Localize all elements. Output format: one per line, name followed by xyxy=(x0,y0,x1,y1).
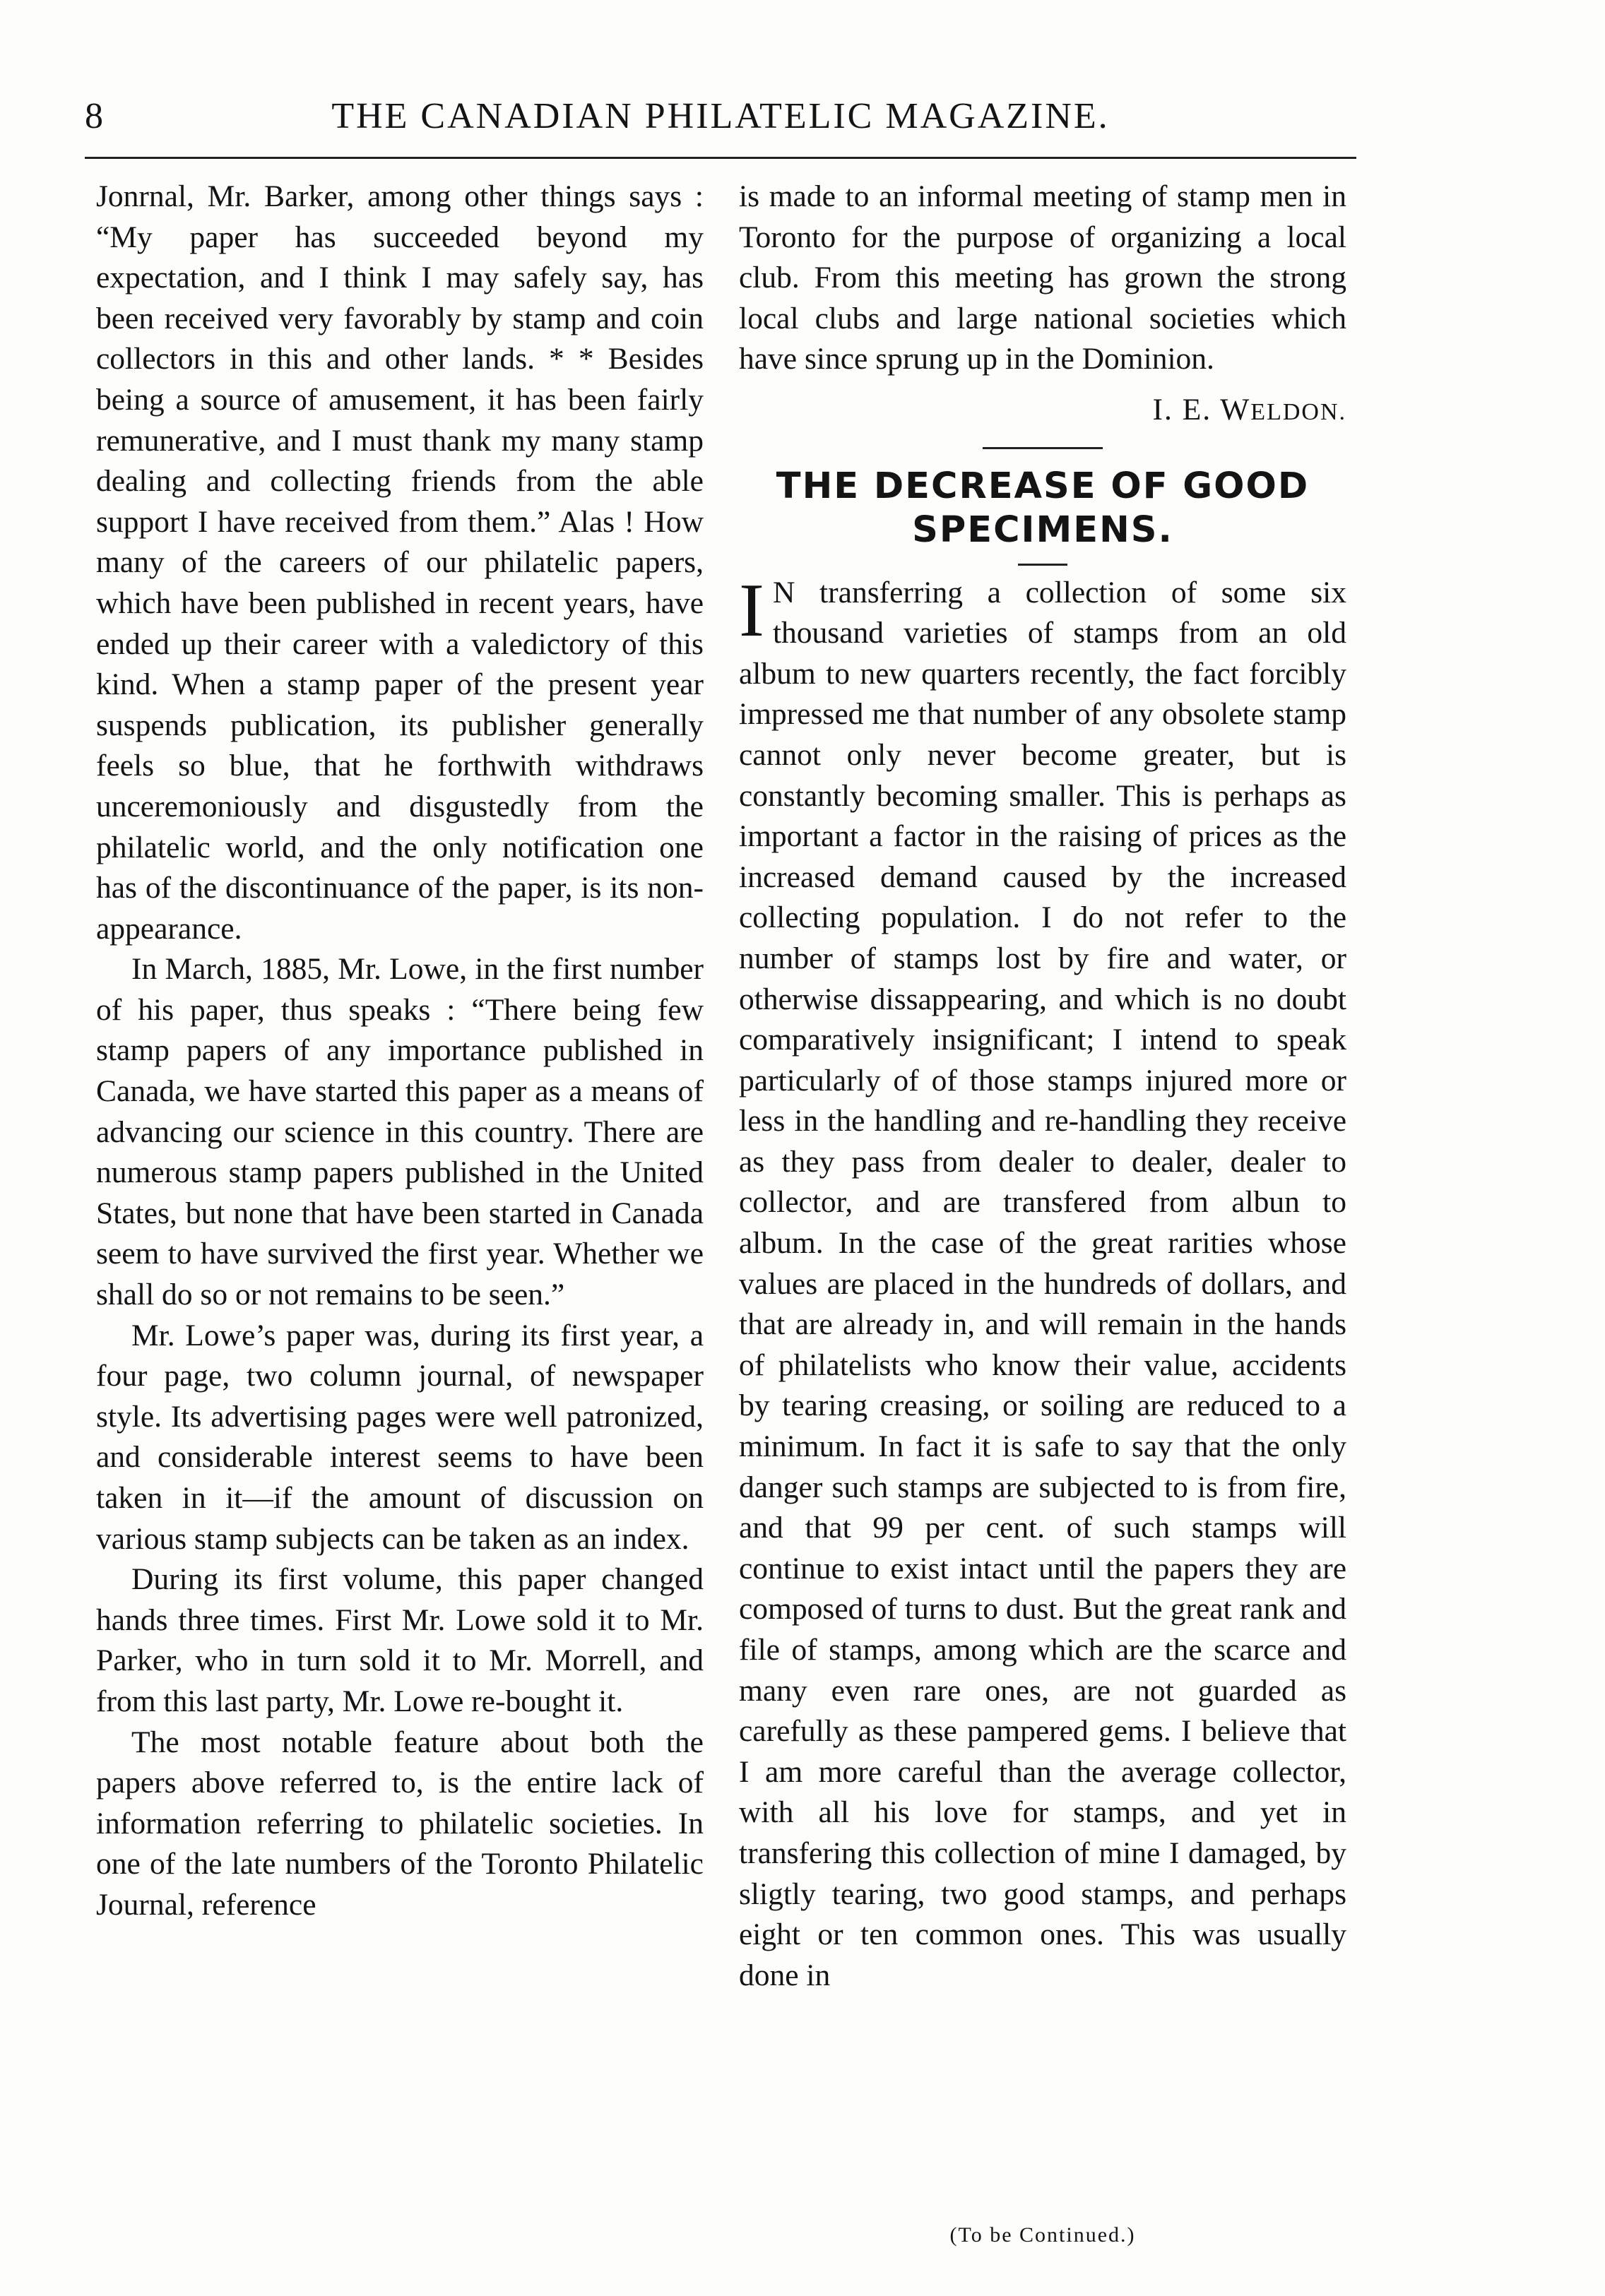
right-column xyxy=(739,177,1346,1996)
left-paragraph-1: Jonrnal, Mr. Barker, among other things says : “My paper has succeeded beyond my expectation, and I think I may safely say, has been received very favorably by stamp and coin collectors in this and other lands. * * Besides being a source of amusement, it has been fairly remunerative, and I must thank my many stamp dealing and collecting friends from the able support I have received from them.” Alas ! How many of the careers of our philatelic papers, which have been published in recent years, have ended up their career with a valedictory of this kind. When a stamp paper of the present year suspends publication, its publisher generally feels so blue, that he forthwith withdraws unceremoniously and disgustedly from the philatelic world, and the only notification one has of the discontinuance of the paper, is its non-appearance. xyxy=(96,179,704,946)
page-header xyxy=(85,92,1356,141)
header-rule xyxy=(85,157,1356,159)
article-body-text: N transferring a collection of some six thousand varieties of stamps from an old album to new quarters recently, the fact forcibly impressed me that number of any obsolete stamp cannot only never become greater, but is constantly becoming smaller. This is perhaps as important a factor in the raising of prices as the increased demand caused by the increased collecting population. I do not refer to the number of stamps lost by fire and water, or otherwise dissappearing, and which is no doubt comparatively insignificant; I intend to speak particularly of of those stamps injured more or less in the handling and re-handling they receive as they pass from dealer to dealer, dealer to collector, and are transfered from albun to album. In the case of the great rarities whose values are placed in the hundreds of dollars, and that are already in, and will remain in the hands of philatelists who know their value, accidents by tearing creasing, or soiling are reduced to a minimum. In fact it is safe to say that the only danger such stamps are subjected to is from fire, and that 99 per cent. of such stamps will continue to exist intact until the papers they are composed of turns to dust. But the great rank and file of stamps, among which are the scarce and many even rare ones, are not guarded as carefully as these pampered gems. I believe that I am more careful than the average collector, with all his love for stamps, and yet in transfering this collection of mine I damaged, by sligtly tearing, two good stamps, and perhaps eight or ten common ones. This was usually done in xyxy=(739,575,1346,1992)
previous-article-ending: is made to an informal meeting of stamp men in Toronto for the purpose of organizing a local club. From this meeting has grown the strong local clubs and large national societies which have since sprung up in the Dominion. xyxy=(739,179,1346,376)
title-underline xyxy=(1018,564,1067,566)
running-head: THE CANADIAN PHILATELIC MAGAZINE. xyxy=(331,96,1110,136)
drop-cap: I xyxy=(739,568,764,653)
left-column xyxy=(96,177,704,1926)
left-paragraph-3: Mr. Lowe’s paper was, during its first year, a four page, two column journal, of newspaper style. Its advertising pages were well patronized, and considerable interest seems to have been taken in it—if the amount of discussion on various stamp subjects can be taken as an index. xyxy=(96,1318,704,1556)
continued-note: (To be Continued.) xyxy=(949,2223,1136,2247)
signature-surname: ELDON. xyxy=(1250,398,1346,425)
article-title: THE DECREASE OF GOOD SPECIMENS. xyxy=(776,465,1310,551)
author-signature xyxy=(739,390,1346,433)
left-paragraph-4: During its first volume, this paper changed hands three times. First Mr. Lowe sold it to Mr. Parker, who in turn sold it to Mr. Morrell, and from this last party, Mr. Lowe re-bought it. xyxy=(96,1562,704,1718)
left-paragraph-5: The most notable feature about both the papers above referred to, is the entire lack of information referring to philatelic societies. In one of the late numbers of the Toronto Philatelic Journal, reference xyxy=(96,1725,704,1922)
page-number: 8 xyxy=(85,96,103,136)
section-divider xyxy=(983,447,1103,449)
article-body xyxy=(739,568,1346,1997)
signature-initials: I. E. W xyxy=(1152,392,1251,427)
left-paragraph-2: In March, 1885, Mr. Lowe, in the first number of his paper, thus speaks : “There being few stamp papers of any importance published in Canada, we have started this paper as a means of advancing our science in this country. There are numerous stamp papers published in the United States, but none that have been started in Canada seem to have survived the first year. Whether we shall do so or not remains to be seen.” xyxy=(96,952,704,1312)
